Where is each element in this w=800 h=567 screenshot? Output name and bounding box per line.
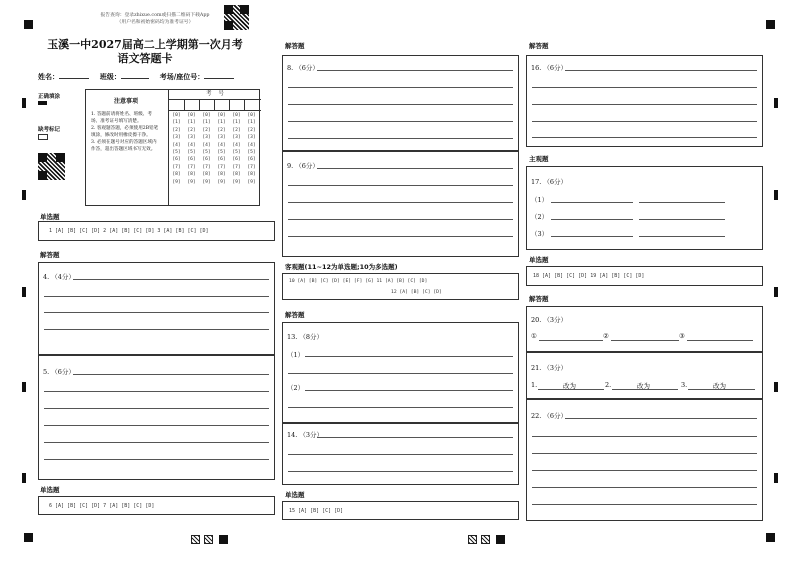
exam-digit-bubble[interactable]: [3] <box>172 135 181 141</box>
change-to-label: 改为 <box>563 382 576 390</box>
answer-line[interactable] <box>288 471 513 472</box>
exam-digit-bubble[interactable]: [0] <box>187 113 196 118</box>
answer-line[interactable] <box>288 407 513 408</box>
exam-digit-bubble[interactable]: [3] <box>202 135 211 141</box>
answer-line[interactable] <box>288 202 513 203</box>
answer-box-q5[interactable] <box>38 355 275 480</box>
exam-digit-bubble[interactable]: [7] <box>232 164 241 170</box>
answer-line[interactable] <box>288 87 513 88</box>
exam-digit-bubble[interactable]: [8] <box>247 172 256 178</box>
question-label-q4: 4. （4分） <box>43 273 75 281</box>
answer-box-q17[interactable] <box>526 166 763 250</box>
exam-digit-bubble[interactable]: [4] <box>247 142 256 148</box>
corner-mark-top-left <box>24 20 33 29</box>
answer-line[interactable] <box>532 453 757 454</box>
blank-marker: ② <box>603 332 609 340</box>
exam-digit-bubble[interactable]: [8] <box>202 172 211 178</box>
exam-digit-bubble[interactable]: [6] <box>247 157 256 163</box>
blank-marker: ① <box>531 332 537 340</box>
absent-mark-box[interactable] <box>38 134 48 140</box>
answer-line[interactable] <box>44 391 269 392</box>
answer-line[interactable] <box>639 236 725 237</box>
exam-digit-bubble[interactable]: [2] <box>247 127 256 133</box>
section-title-objective: 客观题(11~12为单选题;10为多选题) <box>285 263 398 271</box>
class-field[interactable] <box>121 78 149 79</box>
question-label-q20: 20. （3分） <box>531 316 568 324</box>
exam-digit-bubble[interactable]: [5] <box>247 150 256 156</box>
side-mark-right <box>774 382 778 392</box>
answer-line[interactable] <box>305 356 513 357</box>
answer-line[interactable] <box>44 312 269 313</box>
exam-digit-bubble[interactable]: [6] <box>202 157 211 163</box>
exam-digit-bubble[interactable]: [6] <box>217 157 226 163</box>
exam-digit-bubble[interactable]: [3] <box>187 135 196 141</box>
item-number: 2. <box>605 381 612 389</box>
section-title-single-choice: 单选题 <box>40 213 60 221</box>
answer-line[interactable] <box>288 104 513 105</box>
exam-digit-bubble[interactable]: [0] <box>232 113 241 118</box>
exam-digit-bubble[interactable]: [8] <box>217 172 226 178</box>
side-mark-left <box>22 190 26 200</box>
choice-options[interactable]: 6 [A] [B] [C] [D] 7 [A] [B] [C] [D] <box>49 503 155 509</box>
section-title-answer: 解答题 <box>40 251 60 259</box>
exam-digit-bubble[interactable]: [3] <box>232 135 241 141</box>
subquestion-label: （3） <box>531 230 549 238</box>
answer-line[interactable] <box>532 87 757 88</box>
exam-digit-bubble[interactable]: [8] <box>187 172 196 178</box>
notice-item: 3. 必须在题号对应的答题区域内作答，超出答题区域书写无效。 <box>91 140 157 152</box>
answer-line[interactable] <box>532 504 757 505</box>
subquestion-label: （1） <box>531 196 549 204</box>
fill-example-label: 正确填涂 <box>38 94 61 100</box>
answer-line[interactable] <box>305 390 513 391</box>
exam-digit-bubble[interactable]: [7] <box>172 164 181 170</box>
answer-line[interactable] <box>44 459 269 460</box>
exam-digit-bubble[interactable]: [7] <box>187 164 196 170</box>
answer-line[interactable] <box>44 425 269 426</box>
exam-digit-bubble[interactable]: [0] <box>217 113 226 118</box>
page-title: 玉溪一中2027届高二上学期第一次月考 语文答题卡 <box>47 38 243 65</box>
page-marker-hatch <box>481 535 490 544</box>
page-marker-solid <box>496 535 505 544</box>
choice-options[interactable]: 15 [A] [B] [C] [D] <box>289 508 344 514</box>
exam-digit-bubble[interactable]: [5] <box>232 150 241 156</box>
section-title-single-choice: 单选题 <box>529 256 549 264</box>
exam-number-grid <box>168 90 261 206</box>
exam-digit-bubble[interactable]: [5] <box>202 150 211 156</box>
exam-digit-bubble[interactable]: [3] <box>217 135 226 141</box>
side-mark-left <box>22 287 26 297</box>
question-label-q21: 21. （3分） <box>531 364 568 372</box>
item-number: 3. <box>681 381 688 389</box>
qr-code <box>224 5 249 30</box>
page-marker-hatch <box>204 535 213 544</box>
exam-digit-bubble[interactable]: [7] <box>247 164 256 170</box>
class-label: 班级： <box>99 72 121 81</box>
exam-digit-bubble[interactable]: [8] <box>232 172 241 178</box>
exam-digit-bubble[interactable]: [0] <box>247 113 256 118</box>
exam-digit-bubble[interactable]: [6] <box>187 157 196 163</box>
question-label-q13: 13. （8分） <box>287 333 324 341</box>
section-title-answer: 解答题 <box>529 42 549 50</box>
exam-digit-bubble[interactable]: [5] <box>217 150 226 156</box>
answer-line[interactable] <box>532 470 757 471</box>
exam-digit-column[interactable] <box>244 112 259 186</box>
exam-digit-bubble[interactable]: [2] <box>187 127 196 133</box>
corner-mark-bottom-right <box>766 533 775 542</box>
notice-and-exam-number-panel <box>85 89 260 206</box>
answer-line[interactable] <box>288 138 513 139</box>
single-choice-box-6-7 <box>38 496 275 515</box>
question-label-q16: 16. （6分） <box>531 64 568 72</box>
answer-line[interactable] <box>532 121 757 122</box>
exam-digit-bubble[interactable]: [4] <box>187 142 196 148</box>
exam-digit-bubble[interactable]: [1] <box>247 120 256 126</box>
exam-digit-bubble[interactable]: [9] <box>232 179 241 185</box>
exam-digit-bubble[interactable]: [4] <box>202 142 211 148</box>
answer-line[interactable] <box>317 70 513 71</box>
exam-digit-bubble[interactable]: [7] <box>202 164 211 170</box>
side-mark-left <box>22 382 26 392</box>
answer-line[interactable] <box>551 236 633 237</box>
exam-digit-bubble[interactable]: [3] <box>247 135 256 141</box>
exam-digit-column[interactable] <box>169 112 184 186</box>
section-title-single-choice: 单选题 <box>285 491 305 499</box>
notice-item: 2. 客观题答题，必须使用2B铅笔填涂，修改时用橡皮擦干净。 <box>91 126 159 138</box>
page-marker-hatch <box>191 535 200 544</box>
fill-example-swatch <box>38 101 47 105</box>
exam-digit-bubble[interactable]: [6] <box>232 157 241 163</box>
student-info-row <box>38 72 234 82</box>
answer-line[interactable] <box>565 70 757 71</box>
answer-box-q20[interactable] <box>526 306 763 352</box>
subquestion-label: （1） <box>287 351 305 359</box>
answer-line[interactable] <box>288 185 513 186</box>
notice-item: 1. 答题前请将姓名、班级、考场、准考证号填写清楚。 <box>91 112 152 124</box>
answer-line[interactable] <box>539 340 603 341</box>
answer-line[interactable] <box>532 487 757 488</box>
exam-digit-bubble[interactable]: [5] <box>187 150 196 156</box>
answer-line[interactable] <box>288 454 513 455</box>
answer-line[interactable] <box>73 374 269 375</box>
answer-box-q16[interactable] <box>526 55 763 147</box>
exam-digit-bubble[interactable]: [4] <box>232 142 241 148</box>
section-title-answer: 解答题 <box>285 42 305 50</box>
choice-options[interactable]: 10 [A] [B] [C] [D] [E] [F] [G] 11 [A] [B] [C] [D] <box>289 279 428 284</box>
question-label-q8: 8. （6分） <box>287 64 319 72</box>
single-choice-box-15 <box>282 501 519 520</box>
change-to-label: 改为 <box>637 382 650 390</box>
answer-line[interactable] <box>44 408 269 409</box>
absent-mark-label: 缺考标记 <box>38 127 61 133</box>
exam-digit-bubble[interactable]: [0] <box>202 113 211 118</box>
answer-line[interactable] <box>317 437 513 438</box>
name-field[interactable] <box>59 78 89 79</box>
objective-choice-box <box>282 273 519 300</box>
answer-line[interactable] <box>532 436 757 437</box>
exam-digit-bubble[interactable]: [9] <box>187 179 196 185</box>
seat-field[interactable] <box>204 78 234 79</box>
answer-line[interactable] <box>73 279 269 280</box>
item-number: 1. <box>531 381 538 389</box>
side-mark-left <box>22 98 26 108</box>
answer-box-q21[interactable] <box>526 352 763 399</box>
exam-digit-bubble[interactable]: [2] <box>202 127 211 133</box>
answer-line[interactable] <box>639 219 725 220</box>
side-mark-right <box>774 287 778 297</box>
exam-digit-bubble[interactable]: [2] <box>217 127 226 133</box>
exam-digit-bubble[interactable]: [9] <box>172 179 181 185</box>
answer-line[interactable] <box>565 418 757 419</box>
exam-number-label: 考 号 <box>169 90 261 100</box>
side-mark-right <box>774 98 778 108</box>
exam-digit-column[interactable] <box>184 112 199 186</box>
exam-digit-bubble[interactable]: [2] <box>172 127 181 133</box>
report-query-notice: 报告查询：登录zhixue.com或扫描二维码下载App （用户名和初始密码均为准考证号） <box>100 13 210 25</box>
subquestion-label: （2） <box>531 213 549 221</box>
side-mark-right <box>774 190 778 200</box>
student-qr-code <box>38 153 65 180</box>
answer-line[interactable] <box>44 296 269 297</box>
question-label-q5: 5. （6分） <box>43 368 75 376</box>
answer-line[interactable] <box>317 168 513 169</box>
corner-mark-bottom-left <box>24 533 33 542</box>
answer-line[interactable] <box>288 373 513 374</box>
answer-box-q14[interactable] <box>282 423 519 485</box>
exam-digit-bubble[interactable]: [2] <box>232 127 241 133</box>
notice-title: 注意事项 <box>113 98 138 105</box>
answer-line[interactable] <box>288 219 513 220</box>
answer-line[interactable] <box>551 219 633 220</box>
question-label-q9: 9. （6分） <box>287 162 319 170</box>
change-to-label: 改为 <box>713 382 726 390</box>
corner-mark-top-right <box>766 20 775 29</box>
exam-digit-bubble[interactable]: [5] <box>172 150 181 156</box>
section-title-single-choice: 单选题 <box>40 486 60 494</box>
exam-digit-bubble[interactable]: [6] <box>172 157 181 163</box>
answer-line[interactable] <box>44 329 269 330</box>
side-mark-right <box>774 473 778 483</box>
section-title-answer: 解答题 <box>285 311 305 319</box>
section-title-subjective: 主观题 <box>529 155 549 163</box>
exam-digit-bubble[interactable]: [1] <box>232 120 241 126</box>
exam-digit-bubble[interactable]: [1] <box>187 120 196 126</box>
question-label-q14: 14. （3分） <box>287 431 324 439</box>
exam-digit-bubble[interactable]: [1] <box>172 120 181 126</box>
answer-line[interactable] <box>532 137 757 138</box>
section-title-answer: 解答题 <box>529 295 549 303</box>
notice-block <box>91 96 161 153</box>
blank-marker: ③ <box>679 332 685 340</box>
answer-box-q9[interactable] <box>282 151 519 257</box>
side-mark-left <box>22 473 26 483</box>
exam-digit-bubble[interactable]: [8] <box>172 172 181 178</box>
subquestion-label: （2） <box>287 384 305 392</box>
single-choice-box-1-3 <box>38 221 275 241</box>
exam-digit-bubble[interactable]: [9] <box>247 179 256 185</box>
answer-line[interactable] <box>532 104 757 105</box>
answer-box-q4[interactable] <box>38 262 275 355</box>
choice-options[interactable]: 12 [A] [B] [C] [D] <box>391 290 442 295</box>
answer-line[interactable] <box>288 121 513 122</box>
exam-digit-bubble[interactable]: [0] <box>172 113 181 118</box>
page-marker-hatch <box>468 535 477 544</box>
answer-line[interactable] <box>288 236 513 237</box>
exam-digit-bubble[interactable]: [9] <box>217 179 226 185</box>
choice-options[interactable]: 18 [A] [B] [C] [D] 19 [A] [B] [C] [D] <box>533 273 645 279</box>
question-label-q22: 22. （6分） <box>531 412 568 420</box>
answer-line[interactable] <box>551 202 633 203</box>
single-choice-box-18-19 <box>526 266 763 286</box>
exam-digit-column[interactable] <box>199 112 214 186</box>
page-marker-solid <box>219 535 228 544</box>
exam-digit-bubble[interactable]: [1] <box>217 120 226 126</box>
answer-box-q8[interactable] <box>282 55 519 151</box>
exam-digit-bubble[interactable]: [9] <box>202 179 211 185</box>
exam-digit-bubble[interactable]: [4] <box>217 142 226 148</box>
exam-digit-bubble[interactable]: [1] <box>202 120 211 126</box>
exam-digit-bubble[interactable]: [7] <box>217 164 226 170</box>
answer-line[interactable] <box>687 340 753 341</box>
answer-box-q22[interactable] <box>526 399 763 521</box>
answer-line[interactable] <box>44 442 269 443</box>
choice-options[interactable]: 1 [A] [B] [C] [D] 2 [A] [B] [C] [D] 3 [A] [B] [C] [D] <box>49 228 209 234</box>
answer-line[interactable] <box>639 202 725 203</box>
exam-digit-column[interactable] <box>229 112 244 186</box>
question-label-q17: 17. （6分） <box>531 178 568 186</box>
exam-digit-bubble[interactable]: [4] <box>172 142 181 148</box>
exam-digit-column[interactable] <box>214 112 229 186</box>
name-label: 姓名： <box>38 72 59 81</box>
answer-line[interactable] <box>611 340 679 341</box>
answer-box-q13[interactable] <box>282 322 519 423</box>
seat-label: 考场/座位号： <box>159 72 205 81</box>
